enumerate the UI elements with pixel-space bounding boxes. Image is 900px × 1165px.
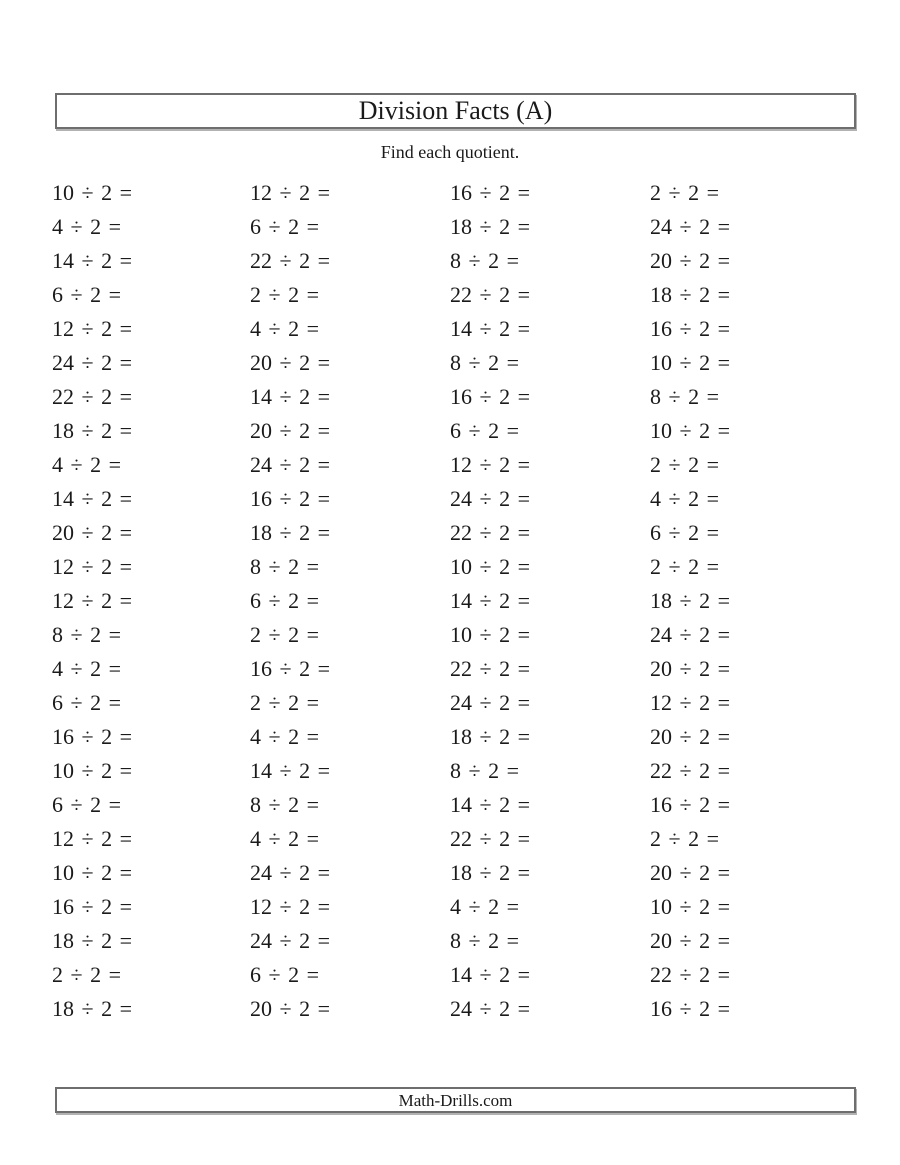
division-problem: 10 ÷ 2 =: [450, 554, 530, 579]
division-problem: 12 ÷ 2 =: [52, 588, 132, 613]
division-problem: 22 ÷ 2 =: [450, 826, 530, 851]
division-problem: 16 ÷ 2 =: [250, 486, 330, 511]
division-problem: 12 ÷ 2 =: [250, 894, 330, 919]
division-problem: 8 ÷ 2 =: [250, 554, 319, 579]
division-problem: 22 ÷ 2 =: [52, 384, 132, 409]
division-problem: 6 ÷ 2 =: [52, 792, 121, 817]
division-problem: 18 ÷ 2 =: [52, 928, 132, 953]
division-problem: 14 ÷ 2 =: [52, 486, 132, 511]
division-problem: 14 ÷ 2 =: [52, 248, 132, 273]
division-problem: 18 ÷ 2 =: [650, 588, 730, 613]
division-problem: 20 ÷ 2 =: [250, 996, 330, 1021]
division-problem: 18 ÷ 2 =: [650, 282, 730, 307]
division-problem: 8 ÷ 2 =: [52, 622, 121, 647]
division-problem: 24 ÷ 2 =: [650, 622, 730, 647]
division-problem: 4 ÷ 2 =: [250, 724, 319, 749]
division-problem: 18 ÷ 2 =: [52, 418, 132, 443]
division-problem: 12 ÷ 2 =: [250, 180, 330, 205]
division-problem: 8 ÷ 2 =: [450, 758, 519, 783]
division-problem: 20 ÷ 2 =: [650, 656, 730, 681]
division-problem: 4 ÷ 2 =: [650, 486, 719, 511]
footer-brand: Math-Drills.com: [398, 1090, 513, 1110]
division-problem: 2 ÷ 2 =: [52, 962, 121, 987]
division-problem: 24 ÷ 2 =: [52, 350, 132, 375]
division-problem: 18 ÷ 2 =: [450, 860, 530, 885]
division-problem: 4 ÷ 2 =: [52, 452, 121, 477]
division-problem: 20 ÷ 2 =: [650, 724, 730, 749]
division-problem: 4 ÷ 2 =: [52, 214, 121, 239]
division-problem: 8 ÷ 2 =: [450, 350, 519, 375]
division-problem: 10 ÷ 2 =: [52, 758, 132, 783]
division-problem: 20 ÷ 2 =: [650, 248, 730, 273]
division-problem: 14 ÷ 2 =: [450, 588, 530, 613]
division-problem: 2 ÷ 2 =: [650, 554, 719, 579]
division-problem: 4 ÷ 2 =: [450, 894, 519, 919]
division-problem: 18 ÷ 2 =: [52, 996, 132, 1021]
division-problem: 2 ÷ 2 =: [650, 180, 719, 205]
division-problem: 12 ÷ 2 =: [650, 690, 730, 715]
division-problem: 22 ÷ 2 =: [650, 962, 730, 987]
division-problem: 22 ÷ 2 =: [450, 282, 530, 307]
division-problem: 22 ÷ 2 =: [250, 248, 330, 273]
problems-grid: [52, 176, 848, 1026]
division-problem: 6 ÷ 2 =: [250, 962, 319, 987]
division-problem: 2 ÷ 2 =: [250, 282, 319, 307]
division-problem: 24 ÷ 2 =: [450, 996, 530, 1021]
division-problem: 12 ÷ 2 =: [52, 316, 132, 341]
division-problem: 10 ÷ 2 =: [52, 180, 132, 205]
division-problem: 18 ÷ 2 =: [450, 724, 530, 749]
division-problem: 16 ÷ 2 =: [52, 724, 132, 749]
division-problem: 6 ÷ 2 =: [250, 214, 319, 239]
division-problem: 24 ÷ 2 =: [450, 690, 530, 715]
division-problem: 16 ÷ 2 =: [450, 180, 530, 205]
division-problem: 6 ÷ 2 =: [650, 520, 719, 545]
division-problem: 14 ÷ 2 =: [450, 316, 530, 341]
division-problem: 6 ÷ 2 =: [52, 282, 121, 307]
division-problem: 4 ÷ 2 =: [250, 826, 319, 851]
division-problem: 2 ÷ 2 =: [250, 622, 319, 647]
title-box: [55, 93, 856, 129]
division-problem: 12 ÷ 2 =: [450, 452, 530, 477]
division-problem: 22 ÷ 2 =: [450, 656, 530, 681]
division-problem: 8 ÷ 2 =: [450, 248, 519, 273]
division-problem: 6 ÷ 2 =: [52, 690, 121, 715]
division-problem: 20 ÷ 2 =: [250, 418, 330, 443]
footer-box: [55, 1087, 856, 1113]
division-problem: 4 ÷ 2 =: [52, 656, 121, 681]
division-problem: 16 ÷ 2 =: [52, 894, 132, 919]
division-problem: 20 ÷ 2 =: [250, 350, 330, 375]
worksheet-title: Division Facts (A): [358, 96, 553, 125]
division-problem: 10 ÷ 2 =: [52, 860, 132, 885]
division-problem: 10 ÷ 2 =: [450, 622, 530, 647]
division-problem: 22 ÷ 2 =: [450, 520, 530, 545]
division-problem: 20 ÷ 2 =: [52, 520, 132, 545]
division-problem: 6 ÷ 2 =: [250, 588, 319, 613]
division-problem: 14 ÷ 2 =: [250, 758, 330, 783]
division-problem: 16 ÷ 2 =: [650, 996, 730, 1021]
division-problem: 16 ÷ 2 =: [450, 384, 530, 409]
division-problem: 20 ÷ 2 =: [650, 860, 730, 885]
division-problem: 24 ÷ 2 =: [450, 486, 530, 511]
division-problem: 8 ÷ 2 =: [250, 792, 319, 817]
division-problem: 14 ÷ 2 =: [450, 792, 530, 817]
division-problem: 24 ÷ 2 =: [250, 928, 330, 953]
division-problem: 24 ÷ 2 =: [250, 860, 330, 885]
division-problem: 14 ÷ 2 =: [250, 384, 330, 409]
division-problem: 12 ÷ 2 =: [52, 554, 132, 579]
division-problem: 20 ÷ 2 =: [650, 928, 730, 953]
division-problem: 16 ÷ 2 =: [650, 792, 730, 817]
division-problem: 16 ÷ 2 =: [250, 656, 330, 681]
division-problem: 2 ÷ 2 =: [650, 452, 719, 477]
division-problem: 4 ÷ 2 =: [250, 316, 319, 341]
division-problem: 6 ÷ 2 =: [450, 418, 519, 443]
division-problem: 10 ÷ 2 =: [650, 418, 730, 443]
division-problem: 22 ÷ 2 =: [650, 758, 730, 783]
division-problem: 8 ÷ 2 =: [650, 384, 719, 409]
division-problem: 10 ÷ 2 =: [650, 350, 730, 375]
division-problem: 10 ÷ 2 =: [650, 894, 730, 919]
division-problem: 24 ÷ 2 =: [650, 214, 730, 239]
division-problem: 18 ÷ 2 =: [450, 214, 530, 239]
division-problem: 16 ÷ 2 =: [650, 316, 730, 341]
division-problem: 2 ÷ 2 =: [250, 690, 319, 715]
division-problem: 12 ÷ 2 =: [52, 826, 132, 851]
instruction-text: Find each quotient.: [380, 142, 520, 162]
division-problem: 14 ÷ 2 =: [450, 962, 530, 987]
division-problem: 2 ÷ 2 =: [650, 826, 719, 851]
division-problem: 8 ÷ 2 =: [450, 928, 519, 953]
division-problem: 18 ÷ 2 =: [250, 520, 330, 545]
division-problem: 24 ÷ 2 =: [250, 452, 330, 477]
